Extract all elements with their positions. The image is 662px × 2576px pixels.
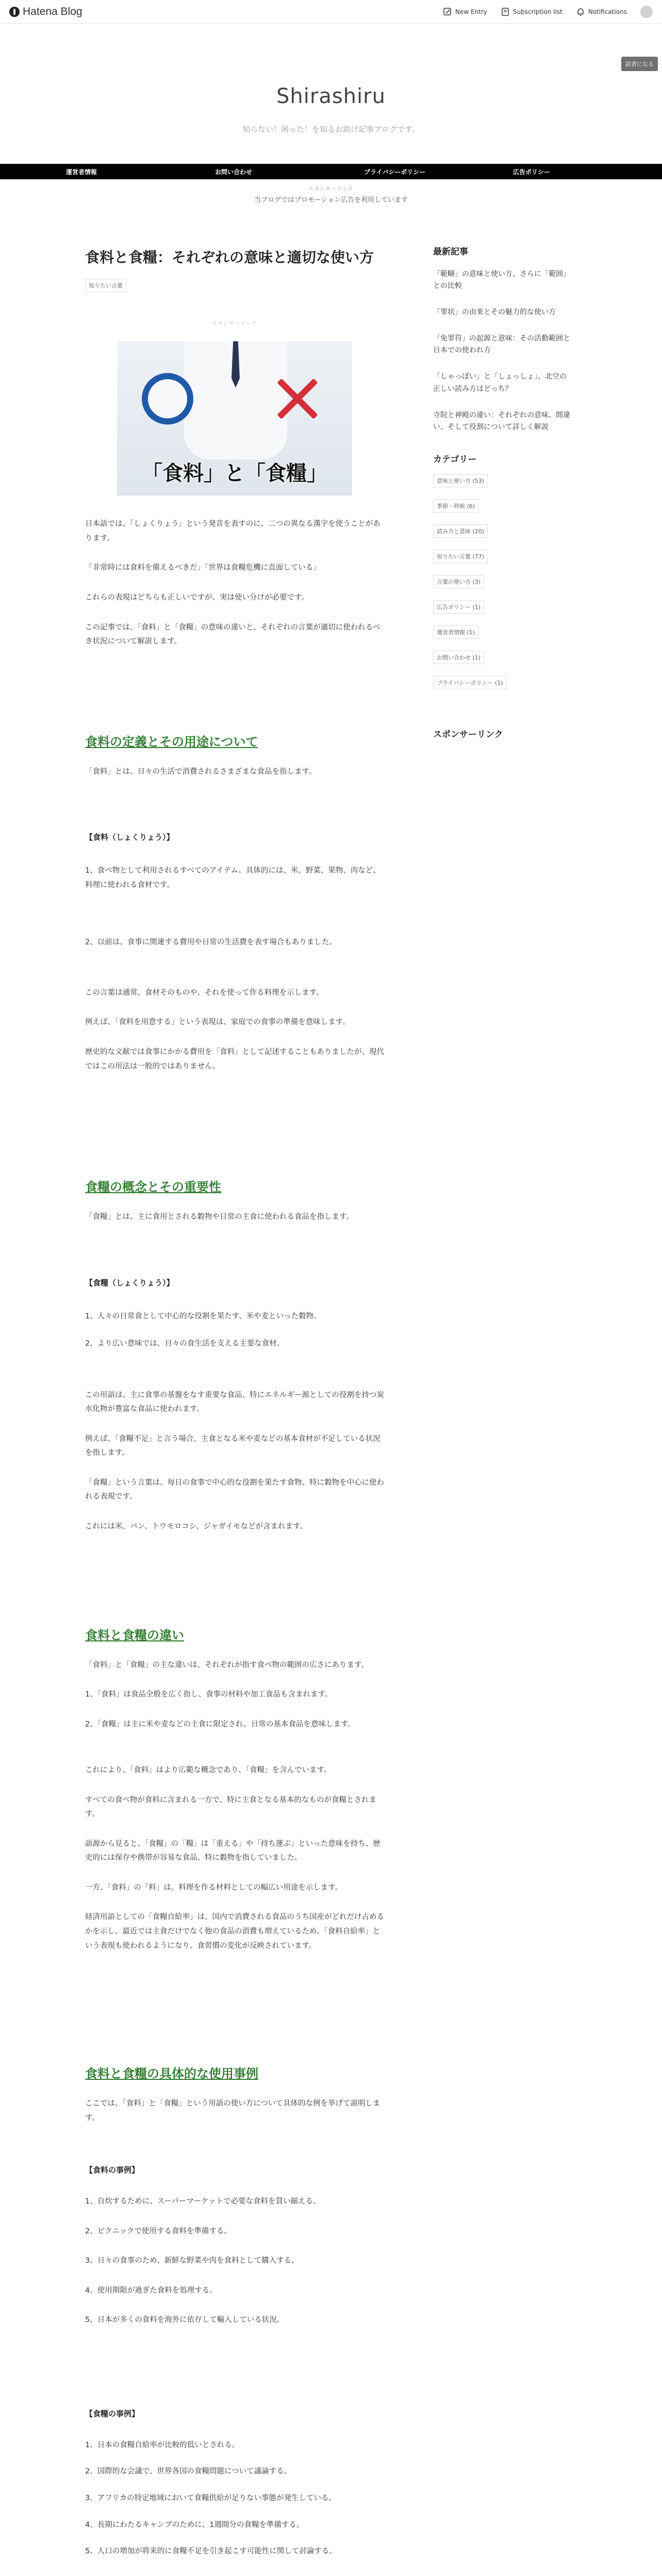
notifications-label: Notifications [588,8,627,15]
category-link[interactable]: 知りたい言葉 (77) [433,550,488,563]
sidebar [433,246,572,2559]
list-item: 5、日本が多くの食料を海外に依存して輸入している状況。 [85,2316,285,2325]
category-link[interactable]: 季節・時候 (6) [433,499,478,513]
category-link[interactable]: お問い合わせ (1) [433,651,484,664]
hatena-logo-icon [9,7,20,17]
list-item: 1、日本の食糧自給率が比較的低いとされる。 [85,2441,240,2449]
eyecatch-image [117,341,352,496]
section-paragraph: 一方、「食料」の「料」は、料理を作る材料としての幅広い用途を示します。 [85,1883,343,1892]
section-paragraph: 語源から見ると、「食糧」の「糧」は「重える」や「持ち運ぶ」といった意味を持ち、歴史的には保存や携帯が容易な食品、特に穀物を指していました。 [85,1839,380,1862]
recent-post-link[interactable]: 「罪状」の由来とその魅力的な使い方 [433,308,556,317]
category-link[interactable]: プライバシーポリシー (1) [433,676,507,689]
cross-mark-icon [272,373,323,425]
list-item: 1、人々の日常食として中心的な役割を果たす、米や麦といった穀物。 [85,1312,321,1320]
article-category-tag[interactable]: 知りたい言葉 [85,279,126,292]
sidebar-sponsor-title: スポンサーリンク [433,729,503,740]
circle-mark-icon [142,373,193,425]
section-paragraph: 「食料」とは、日々の生活で消費されるさまざまな食品を指します。 [85,767,317,776]
list-item: 4、長期にわたるキャンプのために、1週間分の食糧を準備する。 [85,2520,304,2529]
subscription-list-link[interactable] [501,7,562,16]
intro-paragraph: 日本語では、「しょくりょう」という発音を表すのに、二つの異なる漢字を使うことがあります。 [85,520,380,543]
intro-paragraph: この記事では、「食料」と「食糧」の意味の違いと、それぞれの言葉が適切に使われるべき状況について解説します。 [85,623,380,646]
recent-post-link[interactable]: 「免罪符」の起源と意味：その活動範囲と日本での使われ方 [433,334,570,355]
section-paragraph: ここでは、「食料」と「食糧」という用語の使い方について具体的な例を挙げて説明します。 [85,2099,380,2122]
list-item: 2、より広い意味では、日々の食生活を支える主要な食材。 [85,1340,285,1348]
category-link[interactable]: 言葉の使い方 (3) [433,575,484,588]
list-item: 2、国際的な会議で、世界各国の食糧問題について議論する。 [85,2467,292,2476]
section-paragraph: 例えば、「食糧不足」と言う場合、主食となる米や麦などの基本食材が不足している状況を指します。 [85,1434,380,1458]
subscribe-button[interactable]: 読者になる [621,57,658,71]
section-paragraph: この言葉は通常、食材そのものや、それを使って作る料理を示します。 [85,988,324,997]
article-title: 食料と食糧：それぞれの意味と適切な使い方 [85,249,374,266]
category-link[interactable]: 広告ポリシー (1) [433,600,484,614]
category-list [433,474,572,701]
book-icon [501,7,510,16]
blog-header [0,24,662,164]
new-entry-link[interactable] [443,7,487,16]
eyecatch-caption: 「食料」と「食糧」 [142,462,327,486]
category-link[interactable]: 読み方と意味 (20) [433,524,488,538]
section-heading: 食料と食糧の違い [85,1628,184,1642]
section-paragraph: 「食糧」とは、主に食用とされる穀物や日常の主食に使われる食品を指します。 [85,1213,354,1222]
recent-posts-list [433,268,572,433]
section-paragraph: 経済用語としての「食糧自給率」は、国内で消費される食品のうち国産がどれだけ占めるかを示し、最近では主食だけでなく他の食品の消費も増えているため、「食料自給率」という表現も使われるようになり、食習慣の変化が反映されています。 [85,1913,384,1950]
section-paragraph: 歴史的な文献では食事にかかる費用を「食料」として記述することもありましたが、現代ではこの用法は一般的ではありません。 [85,1047,384,1071]
subscription-list-label: Subscription list [512,8,562,15]
section-paragraph: これにより、「食料」はより広範な概念であり、「食糧」を含んでいます。 [85,1766,332,1775]
hatena-logo-text: Hatena Blog [23,5,82,18]
intro-paragraph: 「非常時には食料を備えるべきだ」「世界は食糧危機に直面している」 [85,564,321,572]
bell-icon [576,7,585,16]
notifications-link[interactable] [576,7,627,16]
global-nav [0,164,662,179]
recent-posts-title: 最新記事 [433,247,468,257]
promo-notice: 当ブログではプロモーション広告を利用しています [254,196,408,204]
section-paragraph: 例えば、「食料を用意する」という表現は、家庭での食事の準備を意味します。 [85,1018,350,1027]
nav-item-contact[interactable]: お問い合わせ [215,168,253,176]
section-heading: 食糧の概念とその重要性 [85,1180,221,1195]
section-paragraph: 「食糧」という言葉は、毎日の食事で中心的な役割を果たす食物、特に穀物を中心に使われる表現です。 [85,1478,384,1501]
nav-item-privacy[interactable]: プライバシーポリシー [364,168,426,176]
section-paragraph: 「食料」と「食糧」の主な違いは、それぞれが指す食べ物の範囲の広さにあります。 [85,1660,369,1669]
list-item: 2、「食糧」は主に米や麦などの主食に限定され、日常の基本食品を意味します。 [85,1720,355,1728]
article [85,246,384,2559]
subsection-heading: 【食料（しょくりょう）】 [85,833,174,842]
list-item: 2、以前は、食事に関連する費用や日常の生活費を表す場合もありました。 [85,938,337,947]
blog-description: 知らない！困った！を知るお助け記事ブログです。 [242,125,420,134]
list-item: 1、食べ物として利用されるすべてのアイテム。具体的には、米、野菜、果物、肉など、料理に使われる食材です。 [85,867,380,889]
article-sponsor-label: スポンサーリンク [212,321,257,327]
section-paragraph: すべての食べ物が食料に含まれる一方で、特に主食となる基本的なものが食糧とされます。 [85,1795,376,1819]
subsection-heading: 【食糧の事例】 [85,2409,140,2418]
list-item: 1、「食料」は食品全般を広く指し、食事の材料や加工食品も含まれます。 [85,1690,333,1699]
list-item: 1、自炊するために、スーパーマーケットで必要な食料を買い揃える。 [85,2197,321,2206]
category-link[interactable]: 意味と使い方 (53) [433,474,488,487]
nav-item-ad-policy[interactable]: 広告ポリシー [513,168,551,176]
list-item: 2、ピクニックで使用する食料を準備する。 [85,2227,231,2235]
recent-post-link[interactable]: 「範疇」の意味と使い方、さらに「範囲」との比較 [433,270,570,291]
new-entry-label: New Entry [455,8,487,15]
blog-title[interactable]: Shirashiru [276,84,386,108]
recent-post-link[interactable]: 「しゃっぽい」と「しょっしょ」、北空の正しい読み方はどっち？ [433,372,567,393]
list-item: 5、人口の増加が将来的に食糧不足を引き起こす可能性に関して討論する。 [85,2547,337,2556]
hatena-logo[interactable] [9,6,82,18]
intro-paragraph: これらの表現はどちらも正しいですが、実は使い分けが必要です。 [85,594,309,602]
subsection-heading: 【食糧（しょくりょう）】 [85,1278,174,1287]
section-paragraph: これには米、パン、トウモロコシ、ジャガイモなどが含まれます。 [85,1522,307,1531]
list-item: 3、日々の食事のため、新鮮な野菜や肉を食料として購入する。 [85,2257,299,2265]
list-item: 3、アフリカの特定地域において食糧供給が足りない事態が発生している。 [85,2494,336,2502]
pencil-icon [443,7,452,16]
subsection-heading: 【食料の事例】 [85,2165,140,2175]
section-heading: 食料と食糧の具体的な使用事例 [85,2066,258,2081]
recent-post-link[interactable]: 寺院と神殿の違い：それぞれの意味、間違い、そして役割について詳しく解説 [433,411,570,431]
category-link[interactable]: 運営者情報 (1) [433,625,478,639]
user-avatar[interactable] [640,6,653,18]
nav-item-operator[interactable]: 運営者情報 [66,168,97,176]
categories-title: カテゴリー [433,454,477,465]
section-heading: 食料の定義とその用途について [85,734,258,749]
list-item: 4、使用期限が過ぎた食料を処理する。 [85,2286,217,2295]
section-paragraph: この用語は、主に食事の基盤をなす重要な食品、特にエネルギー源としての役割を持つ炭水化物が豊富な食品に使われます。 [85,1391,384,1414]
hatena-topbar [0,0,662,24]
promo-sponsor-label: スポンサーリンク [308,187,354,192]
